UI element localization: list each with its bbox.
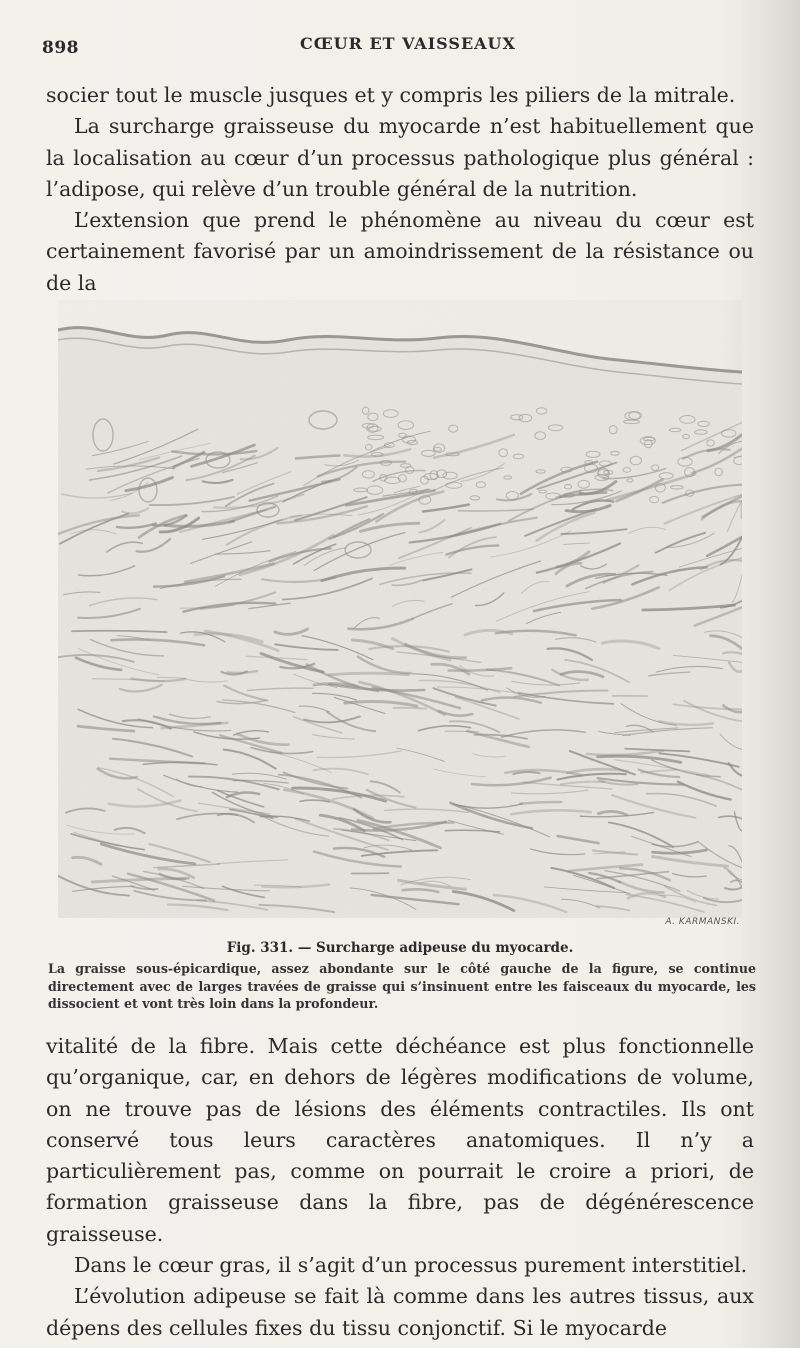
paragraph: L’évolution adipeuse se fait là comme dans les autres tissus, aux dépens des cellules fixes du tissu conjonctif. Si le myocarde bbox=[46, 1284, 754, 1340]
page-number: 898 bbox=[42, 38, 79, 58]
figure-caption-body bbox=[48, 960, 756, 1013]
histology-figure bbox=[58, 300, 742, 918]
histology-illustration bbox=[58, 300, 742, 918]
caption-text: La graisse sous-épicardique, assez abondante sur le côté gauche de la figure, se continue directement avec de larges travées de graisse qui s’insinuent entre les faisceaux du myocarde, les dissocient et vont très loin dans la profondeur. bbox=[48, 961, 756, 1011]
muscle-fiber-stroke bbox=[329, 673, 408, 675]
figure-caption-title: Fig. 331. — Surcharge adipeuse du myocarde. bbox=[226, 940, 574, 956]
muscle-fiber-stroke bbox=[393, 708, 426, 709]
artist-signature: A. KARMANSKI. bbox=[665, 917, 740, 927]
paragraph: socier tout le muscle jusques et y compris les piliers de la mitrale. bbox=[46, 83, 736, 107]
paragraph: La surcharge graisseuse du myocarde n’est habituellement que la localisation au cœur d’un processus pathologique plus général : l’adipose, qui relève d’un trouble général de la nutrition. bbox=[46, 114, 754, 201]
top-text-block bbox=[46, 80, 754, 299]
paragraph: vitalité de la fibre. Mais cette déchéance est plus fonctionnelle qu’organique, car, en dehors de légères modifications de volume, on ne trouve pas de lésions des éléments contractiles. Ils ont conservé tous leurs caractères anatomiques. Il n’y a particulièrement pas, comme on pourrait le croire a priori, de formation graisseuse dans la fibre, pas de dégénérescence graisseuse. bbox=[46, 1034, 754, 1246]
running-head: CŒUR ET VAISSEAUX bbox=[300, 34, 516, 53]
paragraph: L’extension que prend le phénomène au niveau du cœur est certainement favorisé par un amoindrissement de la résistance ou de la bbox=[46, 208, 754, 295]
paragraph: Dans le cœur gras, il s’agit d’un processus purement interstitiel. bbox=[74, 1253, 748, 1278]
bottom-text-block bbox=[46, 1031, 754, 1344]
